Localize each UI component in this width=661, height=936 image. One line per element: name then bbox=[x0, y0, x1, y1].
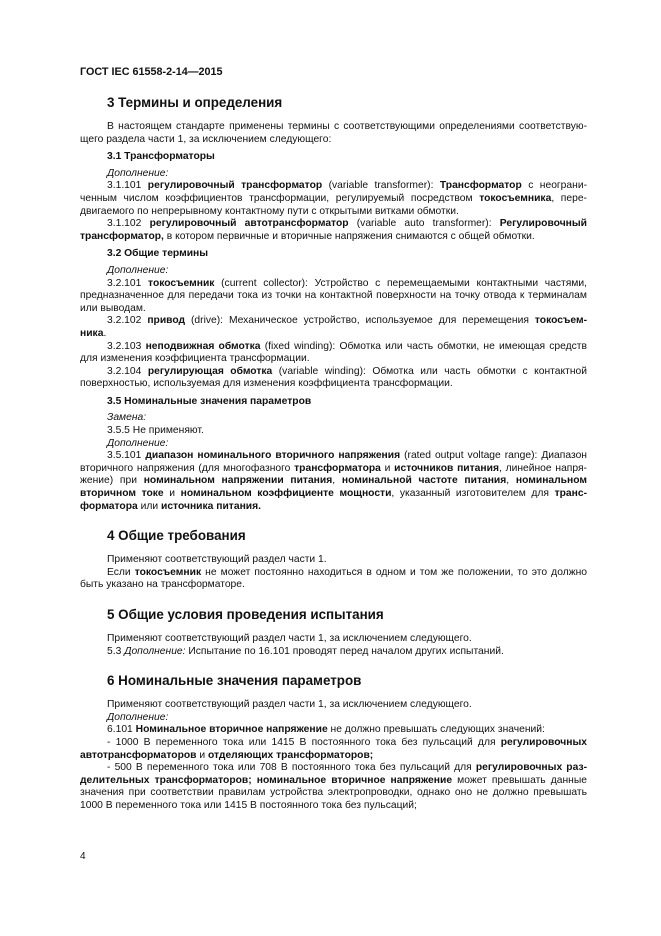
text-run: Применяют соответствующий раздел части 1, за исключением следующего. bbox=[107, 633, 472, 644]
text-line bbox=[80, 341, 587, 354]
text-line bbox=[80, 438, 587, 451]
term-bold: вторичном токе bbox=[80, 488, 164, 500]
text-run: , bbox=[506, 475, 516, 487]
term-bold: токосъемник bbox=[148, 277, 215, 289]
section-heading bbox=[80, 606, 587, 624]
text-line bbox=[80, 463, 587, 476]
text-run: не должно превышать следующих значений: bbox=[327, 724, 545, 736]
text-line bbox=[80, 366, 587, 379]
text-run: щего раздела части 1, за исключением следующего: bbox=[80, 133, 332, 145]
paragraph bbox=[80, 737, 587, 762]
text-line bbox=[80, 94, 587, 112]
text-run: Испытание по 16.101 проводят перед началом других испытаний. bbox=[185, 645, 504, 657]
paragraph bbox=[80, 218, 587, 243]
subsection-heading bbox=[80, 151, 587, 164]
paragraph bbox=[80, 121, 587, 146]
text-line bbox=[80, 488, 587, 501]
text-run: 3.5.5 Не применяют. bbox=[107, 425, 204, 437]
text-line bbox=[80, 231, 587, 244]
text-run: 3.5.101 bbox=[107, 450, 146, 462]
text-run: 3.2.102 bbox=[107, 315, 148, 327]
term-bold: Трансформатор bbox=[439, 180, 522, 192]
paragraph bbox=[80, 554, 587, 567]
subsection-heading bbox=[80, 248, 587, 261]
text-line bbox=[80, 353, 587, 366]
term-bold: регулировочных раз- bbox=[475, 762, 588, 774]
text-line bbox=[80, 646, 587, 659]
text-run: . bbox=[103, 327, 107, 339]
subsection-heading bbox=[80, 396, 587, 409]
paragraph bbox=[80, 180, 587, 218]
paragraph bbox=[80, 425, 587, 438]
text-run: (variable auto transformer): bbox=[348, 218, 500, 230]
paragraph bbox=[80, 699, 587, 712]
text-run: или bbox=[137, 500, 161, 512]
text-run: , bbox=[332, 475, 342, 487]
text-line bbox=[80, 425, 587, 438]
text-line bbox=[80, 412, 587, 425]
text-line bbox=[80, 579, 587, 592]
text-run: 1000 В переменного тока или 1415 В постоянного тока без пульсаций; bbox=[80, 799, 417, 811]
text-run: Дополнение: bbox=[107, 167, 169, 179]
text-run: или выводам. bbox=[80, 302, 146, 314]
text-run: 3 Термины и определения bbox=[107, 95, 283, 110]
paragraph bbox=[80, 724, 587, 737]
text-run: 5.3 bbox=[107, 645, 125, 657]
term-bold: регулировочный трансформатор bbox=[147, 180, 323, 192]
text-run: В настоящем стандарте применены термины с соответствующими определениями соответствую- bbox=[107, 121, 587, 132]
text-italic: Дополнение: bbox=[124, 645, 186, 657]
text-run: 3.1.102 bbox=[107, 218, 150, 230]
text-line bbox=[80, 180, 587, 193]
text-run: с неограни- bbox=[521, 180, 587, 192]
text-run: может превышать данные bbox=[452, 774, 587, 786]
text-line bbox=[80, 787, 587, 800]
italic-label bbox=[80, 265, 587, 278]
text-line bbox=[80, 218, 587, 231]
text-line bbox=[80, 328, 587, 341]
text-run: Дополнение: bbox=[107, 437, 169, 449]
text-run: (variable transformer): bbox=[322, 180, 440, 192]
text-run: (variable winding): Обмотка или часть обмотки с контактной bbox=[272, 365, 587, 377]
text-line bbox=[80, 206, 587, 219]
paragraph bbox=[80, 341, 587, 366]
term-bold: источника питания. bbox=[160, 500, 261, 512]
text-line bbox=[80, 775, 587, 788]
text-line bbox=[80, 315, 587, 328]
text-run: 4 Общие требования bbox=[107, 528, 246, 544]
text-line bbox=[80, 248, 587, 261]
italic-label bbox=[80, 412, 587, 425]
text-run: 5 Общие условия проведения испытания bbox=[107, 607, 384, 622]
text-run: 3.2.103 bbox=[107, 340, 146, 352]
text-run: 3.5 Номинальные значения параметров bbox=[107, 395, 312, 407]
term-bold: транс- bbox=[554, 488, 587, 500]
document-header: ГОСТ IEC 61558-2-14—2015 bbox=[80, 66, 223, 78]
text-line bbox=[80, 501, 587, 514]
paragraph bbox=[80, 646, 587, 659]
term-bold: номинальном bbox=[515, 475, 588, 487]
text-line bbox=[80, 151, 587, 164]
term-bold: привод bbox=[147, 315, 186, 327]
text-line bbox=[80, 378, 587, 391]
text-run: 3.2.101 bbox=[107, 277, 149, 289]
document-page bbox=[80, 66, 587, 813]
term-bold: трансформатора bbox=[294, 462, 381, 474]
text-line bbox=[80, 800, 587, 813]
italic-label bbox=[80, 712, 587, 725]
text-line bbox=[80, 699, 587, 712]
text-run: Замена: bbox=[107, 412, 147, 424]
term-bold: номинальном напряжении питания bbox=[143, 475, 333, 487]
term-bold: токосъемник bbox=[134, 566, 202, 578]
text-run: предназначенное для передачи тока из точки на контактной поверхности на точку отвода к терминалам bbox=[80, 290, 587, 302]
text-line bbox=[80, 290, 587, 303]
term-bold: регулировочных bbox=[500, 736, 587, 748]
term-bold: отделяющих трансформаторов; bbox=[207, 749, 374, 761]
text-run: жение) при bbox=[80, 475, 144, 487]
text-line bbox=[80, 633, 587, 646]
paragraph bbox=[80, 567, 587, 592]
text-line bbox=[80, 134, 587, 147]
text-run: значения при соответствии правилам устройства электропроводки, однако оно не должно превышать bbox=[80, 787, 587, 799]
text-run: Дополнение: bbox=[107, 711, 169, 723]
text-run: , указанный изготовителем для bbox=[391, 488, 555, 500]
section-heading bbox=[80, 527, 587, 545]
text-run: и bbox=[163, 488, 181, 500]
text-line bbox=[80, 606, 587, 624]
term-bold: трансформатор, bbox=[80, 230, 164, 242]
text-line bbox=[80, 527, 587, 545]
text-run: Применяют соответствующий раздел части 1. bbox=[107, 554, 327, 566]
text-line bbox=[80, 265, 587, 278]
paragraph bbox=[80, 366, 587, 391]
term-bold: регулировочный автотрансформатор bbox=[149, 218, 349, 230]
text-run: 6.101 bbox=[107, 724, 136, 736]
text-run: для изменения коэффициента трансформации. bbox=[80, 353, 310, 365]
text-run: двигаемого по непрерывному контактному пути с открытыми витками обмотки. bbox=[80, 205, 459, 217]
text-run: ченным числом коэффициентов трансформации, регулируемый посредством bbox=[80, 192, 480, 204]
text-line bbox=[80, 672, 587, 690]
text-line bbox=[80, 475, 587, 488]
paragraph bbox=[80, 278, 587, 316]
text-run: 3.1 Трансформаторы bbox=[107, 151, 215, 163]
text-line bbox=[80, 396, 587, 409]
text-run: 3.2.104 bbox=[107, 365, 148, 377]
text-run: в котором первичные и вторичные напряжения снимаются с общей обмотки. bbox=[163, 230, 535, 242]
term-bold: Регулировочный bbox=[499, 218, 588, 230]
term-bold: токосъемника bbox=[479, 192, 552, 204]
text-line bbox=[80, 762, 587, 775]
page-number: 4 bbox=[80, 851, 86, 862]
text-run: Дополнение: bbox=[107, 264, 169, 276]
term-bold: автотрансформаторов bbox=[80, 749, 197, 761]
text-line bbox=[80, 303, 587, 316]
term-bold: регулирующая обмотка bbox=[147, 365, 273, 377]
term-bold: Номинальное вторичное напряжение bbox=[135, 724, 328, 736]
text-run: 3.1.101 bbox=[107, 180, 148, 192]
text-line bbox=[80, 121, 587, 134]
text-line bbox=[80, 567, 587, 580]
text-run: , пере- bbox=[551, 192, 587, 204]
paragraph bbox=[80, 315, 587, 340]
text-run: 6 Номинальные значения параметров bbox=[107, 673, 362, 689]
paragraph bbox=[80, 762, 587, 812]
paragraph bbox=[80, 450, 587, 513]
term-bold: ника bbox=[80, 327, 104, 339]
text-run: , линейное напря- bbox=[498, 462, 587, 474]
text-run: - 500 В переменного тока или 708 В постоянного тока без пульсаций для bbox=[107, 762, 476, 774]
term-bold: диапазон номинального вторичного напряжения bbox=[145, 450, 401, 462]
text-line bbox=[80, 168, 587, 181]
text-run: поверхностью, используемая для изменения коэффициента трансформации. bbox=[80, 378, 453, 390]
text-run: (fixed winding): Обмотка или часть обмотки, не имеющая средств bbox=[260, 340, 587, 352]
text-run: и bbox=[196, 749, 208, 761]
text-run: - 1000 В переменного тока или 1415 В постоянного тока без пульсаций для bbox=[107, 736, 501, 748]
text-run: 3.2 Общие термины bbox=[107, 248, 209, 260]
text-line bbox=[80, 712, 587, 725]
text-run: (drive): Механическое устройство, используемое для перемещения bbox=[185, 315, 535, 327]
text-run: Применяют соответствующий раздел части 1, за исключением следующего. bbox=[107, 699, 472, 711]
term-bold: номинальной частоте питания bbox=[341, 475, 507, 487]
text-run: (current collector): Устройство с перемещаемыми контактными частями, bbox=[214, 277, 587, 289]
text-line bbox=[80, 750, 587, 763]
text-line bbox=[80, 450, 587, 463]
term-bold: токосъем- bbox=[534, 315, 587, 327]
term-bold: номинальном коэффициенте мощности bbox=[180, 488, 392, 500]
text-run: не может постоянно находиться в одном и том же положении, то это должно bbox=[201, 566, 587, 578]
italic-label bbox=[80, 168, 587, 181]
text-line bbox=[80, 724, 587, 737]
text-run: Если bbox=[107, 566, 135, 578]
term-bold: источников питания bbox=[394, 462, 499, 474]
text-line bbox=[80, 278, 587, 291]
text-line bbox=[80, 737, 587, 750]
term-bold: делительных трансформаторов; номинальное вторичное напряжение bbox=[80, 774, 453, 786]
text-run: быть указано на трансформаторе. bbox=[80, 579, 245, 591]
term-bold: неподвижная обмотка bbox=[145, 340, 261, 352]
text-run: (rated output voltage range): Диапазон bbox=[400, 450, 587, 462]
italic-label bbox=[80, 438, 587, 451]
document-body bbox=[80, 94, 587, 813]
text-run: и bbox=[380, 462, 395, 474]
text-line bbox=[80, 193, 587, 206]
section-heading bbox=[80, 672, 587, 690]
section-heading bbox=[80, 94, 587, 112]
paragraph bbox=[80, 633, 587, 646]
text-run: вторичного напряжения (для многофазного bbox=[80, 462, 295, 474]
term-bold: форматора bbox=[80, 500, 138, 512]
text-line bbox=[80, 554, 587, 567]
